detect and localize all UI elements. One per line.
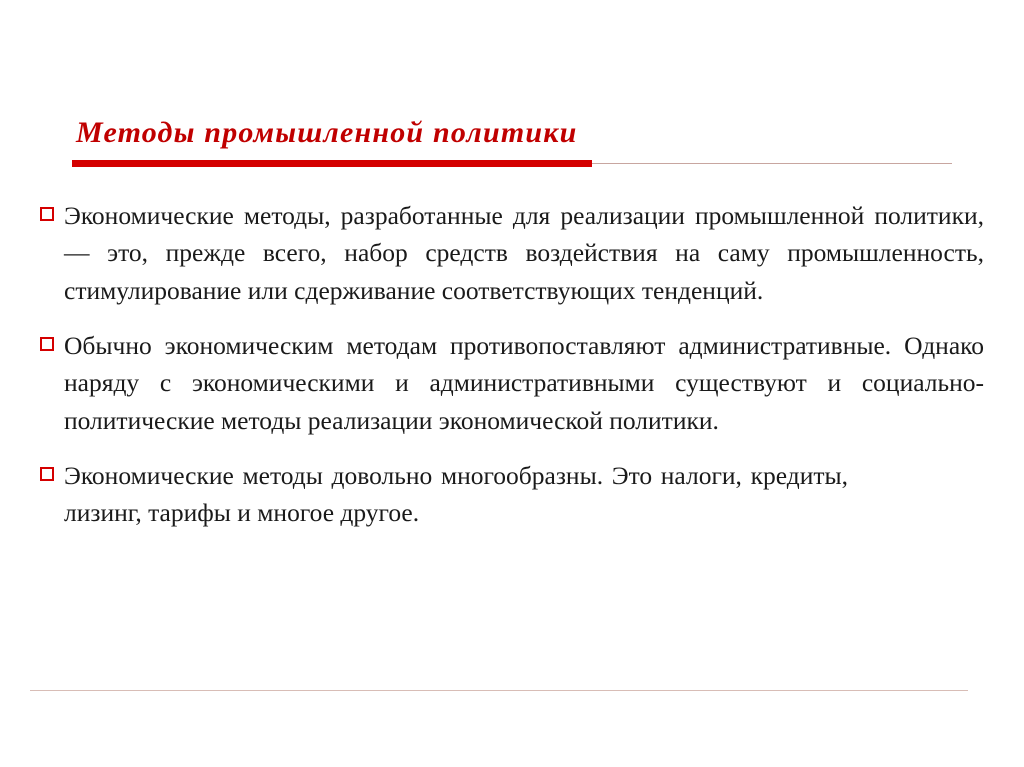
list-item [30,327,998,439]
list-item-text: Экономические методы, разработанные для реализации промышленной политики, — это, прежде всего, набор средств воздействия на саму промышленность, стимулирование или сдерживание соответствующих тенденций. [64,201,984,305]
square-outline-bullet-icon [40,467,54,481]
square-outline-bullet-icon [40,207,54,221]
list-item [30,457,998,532]
page-title: Методы промышленной политики [76,116,578,149]
list-item-text: Экономические методы довольно многообразны. Это налоги, кредиты, лизинг, тарифы и многое другое. [64,461,848,528]
title-block [72,116,952,169]
divider-accent-bar [72,160,592,167]
bullet-marker [30,197,64,221]
bullet-marker [30,327,64,351]
bullet-list [30,197,998,550]
list-item-text: Обычно экономическим методам противопоставляют административные. Однако наряду с экономическими и административными существуют и социально-политические методы реализации экономической политики. [64,331,984,435]
footer-divider [30,690,968,691]
square-outline-bullet-icon [40,337,54,351]
title-divider [72,159,952,169]
bullet-marker [30,457,64,481]
list-item [30,197,998,309]
